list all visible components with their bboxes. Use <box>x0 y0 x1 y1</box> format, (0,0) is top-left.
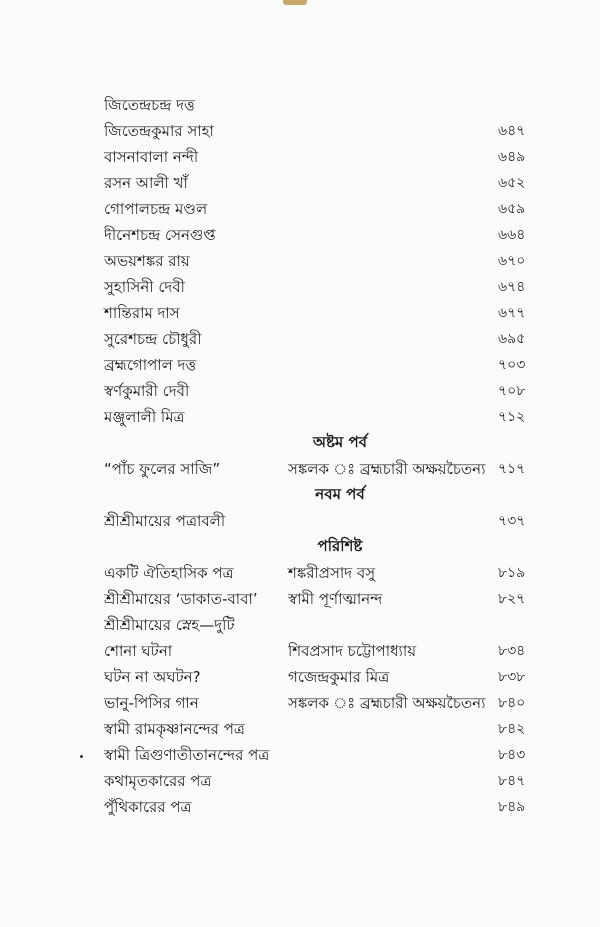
entry-author: শঙ্করীপ্রসাদ বসু <box>288 564 376 582</box>
entry-author: স্বামী পূর্ণাত্মানন্দ <box>288 590 383 608</box>
entry-title: কথামৃতকারের পত্র <box>104 772 212 790</box>
entry-author: সঙ্কলক ঃ ব্রহ্মচারী অক্ষয়চৈতন্য <box>288 694 486 712</box>
entry-page: ৮৪৯ <box>498 799 526 815</box>
entry-title: রসন আলী খাঁ <box>104 174 188 192</box>
entry-title: অভয়শঙ্কর রায় <box>104 252 190 270</box>
entry-title: গোপালচন্দ্র মণ্ডল <box>104 200 208 218</box>
entry-page: ৬৭০ <box>498 253 526 269</box>
toc-entry <box>0 716 600 742</box>
entry-title: বাসনাবালা নন্দী <box>104 148 199 166</box>
entry-page: ৮৪২ <box>498 721 526 737</box>
section-heading: নবম পর্ব <box>315 485 365 503</box>
toc-entry <box>0 508 600 534</box>
entry-title: শ্রীশ্রীমায়ের ‘ডাকাত-বাবা’ <box>104 590 258 608</box>
entry-page: ৬৪৯ <box>498 149 526 165</box>
entry-page: ৬৭৭ <box>498 305 526 321</box>
entry-title: জিতেন্দ্রচন্দ্র দত্ত <box>104 96 195 114</box>
entry-title: সুরেশচন্দ্র চৌধুরী <box>104 330 202 348</box>
entry-page: ৭০৩ <box>498 357 526 373</box>
section-heading: অষ্টম পর্ব <box>312 433 368 451</box>
entry-page: ৬৬৪ <box>498 227 526 243</box>
page-top-mark <box>283 0 307 5</box>
toc-entry <box>0 248 600 274</box>
section-heading: পরিশিষ্ট <box>317 537 363 555</box>
toc-entry <box>0 768 600 794</box>
entry-page: ৭০৮ <box>498 383 526 399</box>
toc-entry <box>0 300 600 326</box>
entry-page: ৭১৭ <box>498 461 526 477</box>
entry-page: ৮৪৭ <box>498 773 526 789</box>
toc-entry <box>0 560 600 586</box>
toc-entry <box>0 326 600 352</box>
stray-dot <box>80 755 83 758</box>
entry-page: ৮১৯ <box>498 565 526 581</box>
entry-title: জিতেন্দ্রকুমার সাহা <box>104 122 214 140</box>
entry-title: ভানু-পিসির গান <box>104 694 199 712</box>
toc-entry <box>0 456 600 482</box>
entry-page: ৮৩৪ <box>498 643 526 659</box>
toc-entry <box>0 794 600 820</box>
entry-title: ঘটন না অঘটন? <box>104 668 201 686</box>
entry-author: সঙ্কলক ঃ ব্রহ্মচারী অক্ষয়চৈতন্য <box>288 460 486 478</box>
entry-title: দীনেশচন্দ্র সেনগুপ্ত <box>104 226 216 244</box>
toc-entry <box>0 118 600 144</box>
toc-entry <box>0 612 600 638</box>
entry-author: শিবপ্রসাদ চট্টোপাধ্যায় <box>288 642 417 660</box>
toc-entry <box>0 170 600 196</box>
entry-author: গজেন্দ্রকুমার মিত্র <box>288 668 390 686</box>
entry-title: সুহাসিনী দেবী <box>104 278 185 296</box>
toc-entry <box>0 352 600 378</box>
entry-title: শ্রীশ্রীমায়ের স্নেহ—দুটি <box>104 616 235 634</box>
toc-entry <box>0 144 600 170</box>
entry-title: একটি ঐতিহাসিক পত্র <box>104 564 234 582</box>
toc-entry <box>0 274 600 300</box>
entry-page: ৬৫২ <box>498 175 526 191</box>
toc-entry <box>0 664 600 690</box>
toc-entry <box>0 378 600 404</box>
entry-title: শ্রীশ্রীমায়ের পত্রাবলী <box>104 512 226 530</box>
entry-page: ৭৩৭ <box>498 513 526 529</box>
entry-page: ৮৪৩ <box>498 747 526 763</box>
entry-page: ৬৯৫ <box>498 331 526 347</box>
toc-entry <box>0 92 600 118</box>
entry-page: ৬৪৭ <box>498 123 526 139</box>
toc-entry <box>0 638 600 664</box>
toc-entry <box>0 404 600 430</box>
entry-title: পুঁথিকারের পত্র <box>104 798 192 816</box>
toc-entry <box>0 222 600 248</box>
toc-entry <box>0 196 600 222</box>
entry-title: শান্তিরাম দাস <box>104 304 180 322</box>
entry-title: স্বর্ণকুমারী দেবী <box>104 382 190 400</box>
entry-title: ব্রহ্মগোপাল দত্ত <box>104 356 197 374</box>
entry-title: শোনা ঘটনা <box>104 642 173 660</box>
entry-page: ৬৭৪ <box>498 279 526 295</box>
entry-page: ৮৪০ <box>498 695 526 711</box>
entry-title: মঞ্জুলালী মিত্র <box>104 408 185 426</box>
toc-entry <box>0 586 600 612</box>
toc-entry <box>0 742 600 768</box>
entry-page: ৬৫৯ <box>498 201 526 217</box>
entry-title: স্বামী ত্রিগুণাতীতানন্দের পত্র <box>104 746 270 764</box>
entry-title: “পাঁচ ফুলের সাজি” <box>104 460 221 478</box>
entry-title: স্বামী রামকৃষ্ণানন্দের পত্র <box>104 720 245 738</box>
entry-page: ৮৩৮ <box>498 669 526 685</box>
toc-entry <box>0 690 600 716</box>
entry-page: ৮২৭ <box>498 591 526 607</box>
entry-page: ৭১২ <box>498 409 526 425</box>
